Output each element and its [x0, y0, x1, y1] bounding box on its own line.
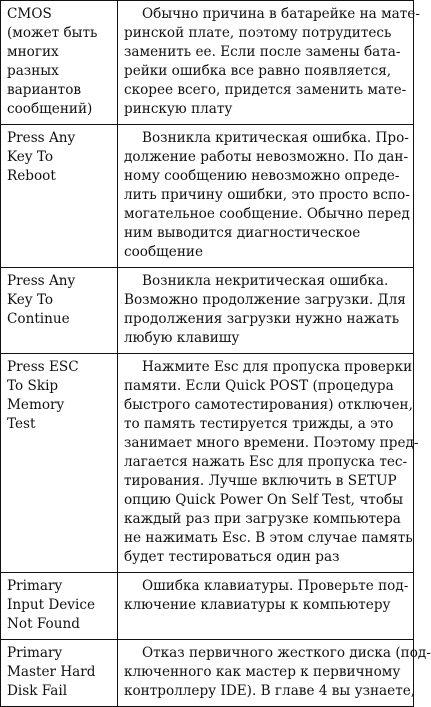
- message-code-line: Continue: [7, 311, 70, 327]
- table-row: [1, 640, 414, 707]
- message-description-line: могательное сообщение. Обычно перед: [124, 206, 410, 222]
- message-description-cell: [118, 573, 414, 640]
- message-code-line: Disk Fail: [7, 683, 68, 699]
- table-row: [1, 354, 414, 573]
- message-description-line: Отказ первичного жесткого диска (под-: [142, 645, 431, 661]
- message-description-line: памяти. Если Quick POST (процедура: [124, 378, 394, 394]
- message-code-line: Key To: [7, 149, 54, 165]
- message-description-line: ринскую плату: [124, 101, 233, 117]
- table-body: [1, 1, 431, 707]
- message-description-line: Возможно продолжение загрузки. Для: [124, 292, 406, 308]
- message-code-line: Press Any: [7, 273, 76, 289]
- message-description-cell: [118, 354, 419, 573]
- message-description-line: быстрого самотестирования) отключен,: [124, 397, 413, 413]
- message-code-cell: [1, 573, 118, 640]
- message-code-cell: [1, 268, 118, 354]
- message-description-line: должение работы невозможно. По дан-: [124, 149, 409, 165]
- message-code-line: Press ESC: [7, 359, 79, 375]
- message-code-line: Input Device: [7, 597, 95, 613]
- message-description-line: не нажимать Esc. В этом случае память: [124, 530, 413, 546]
- message-code-line: Not Found: [7, 616, 80, 632]
- message-description-cell: [118, 1, 420, 125]
- message-code-line: Press Any: [7, 130, 76, 146]
- message-description-line: то память тестируется трижды, а это: [124, 416, 394, 432]
- message-description-line: ним выводится диагностическое: [124, 225, 361, 241]
- message-code-cell: [1, 1, 118, 125]
- message-code-line: (может быть: [7, 25, 98, 41]
- message-description-line: заменить ее. Если после замены бата-: [124, 44, 401, 60]
- message-description-line: продолжения загрузки нужно нажать: [124, 311, 400, 327]
- message-code-line: Test: [7, 416, 36, 432]
- message-code-line: Reboot: [7, 168, 56, 184]
- message-code-line: Master Hard: [7, 664, 96, 680]
- message-description-line: ключение клавиатуры к компьютеру: [124, 597, 391, 613]
- message-description-line: любую клавишу: [124, 330, 240, 346]
- message-code-line: To Skip: [7, 378, 59, 394]
- message-code-cell: [1, 640, 118, 707]
- message-description-line: ринской плате, поэтому потрудитесь: [124, 25, 392, 41]
- table-row: [1, 573, 414, 640]
- message-code-cell: [1, 354, 118, 573]
- message-code-line: сообщений): [7, 101, 93, 117]
- message-description-line: занимает много времени. Поэтому пред-: [124, 435, 419, 451]
- message-code-line: Memory: [7, 397, 65, 413]
- message-code-line: вариантов: [7, 82, 82, 98]
- message-description-line: сообщение: [124, 244, 204, 260]
- message-description-line: тирования. Лучше включить в SETUP: [124, 473, 397, 489]
- message-description-line: ному сообщению невозможно опреде-: [124, 168, 400, 184]
- message-code-cell: [1, 125, 118, 268]
- message-code-line: CMOS: [7, 6, 52, 22]
- message-description-line: опцию Quick Power On Self Test, чтобы: [124, 492, 404, 508]
- message-description-line: Возникла критическая ошибка. Про-: [142, 130, 409, 146]
- message-code-line: разных: [7, 63, 59, 79]
- message-description-line: каждый раз при загрузке компьютера: [124, 511, 401, 527]
- message-description-line: лить причину ошибки, это просто вспо-: [124, 187, 410, 203]
- message-description-line: контроллеру IDE). В главе 4 вы узнаете,: [124, 683, 416, 699]
- message-description-line: лагается нажать Esc для пропуска тес-: [124, 454, 408, 470]
- message-description-line: будет тестироваться один раз: [124, 549, 340, 565]
- message-code-line: многих: [7, 44, 59, 60]
- table-row: [1, 1, 414, 125]
- message-description-line: Обычно причина в батарейке на мате-: [142, 6, 420, 22]
- table-row: [1, 268, 414, 354]
- message-description-cell: [118, 640, 431, 707]
- message-code-line: Primary: [7, 645, 63, 661]
- message-description-line: скорее всего, придется заменить мате-: [124, 82, 407, 98]
- message-code-line: Primary: [7, 578, 63, 594]
- table-row: [1, 125, 414, 268]
- message-description-line: Нажмите Esc для пропуска проверки: [142, 359, 413, 375]
- message-description-cell: [118, 125, 414, 268]
- message-description-cell: [118, 268, 414, 354]
- message-description-line: Ошибка клавиатуры. Проверьте под-: [142, 578, 409, 594]
- message-code-line: Key To: [7, 292, 54, 308]
- message-description-line: рейки ошибка все равно появляется,: [124, 63, 392, 79]
- message-description-line: ключенного как мастер к первичному: [124, 664, 401, 680]
- message-description-line: Возникла некритическая ошибка.: [142, 273, 389, 289]
